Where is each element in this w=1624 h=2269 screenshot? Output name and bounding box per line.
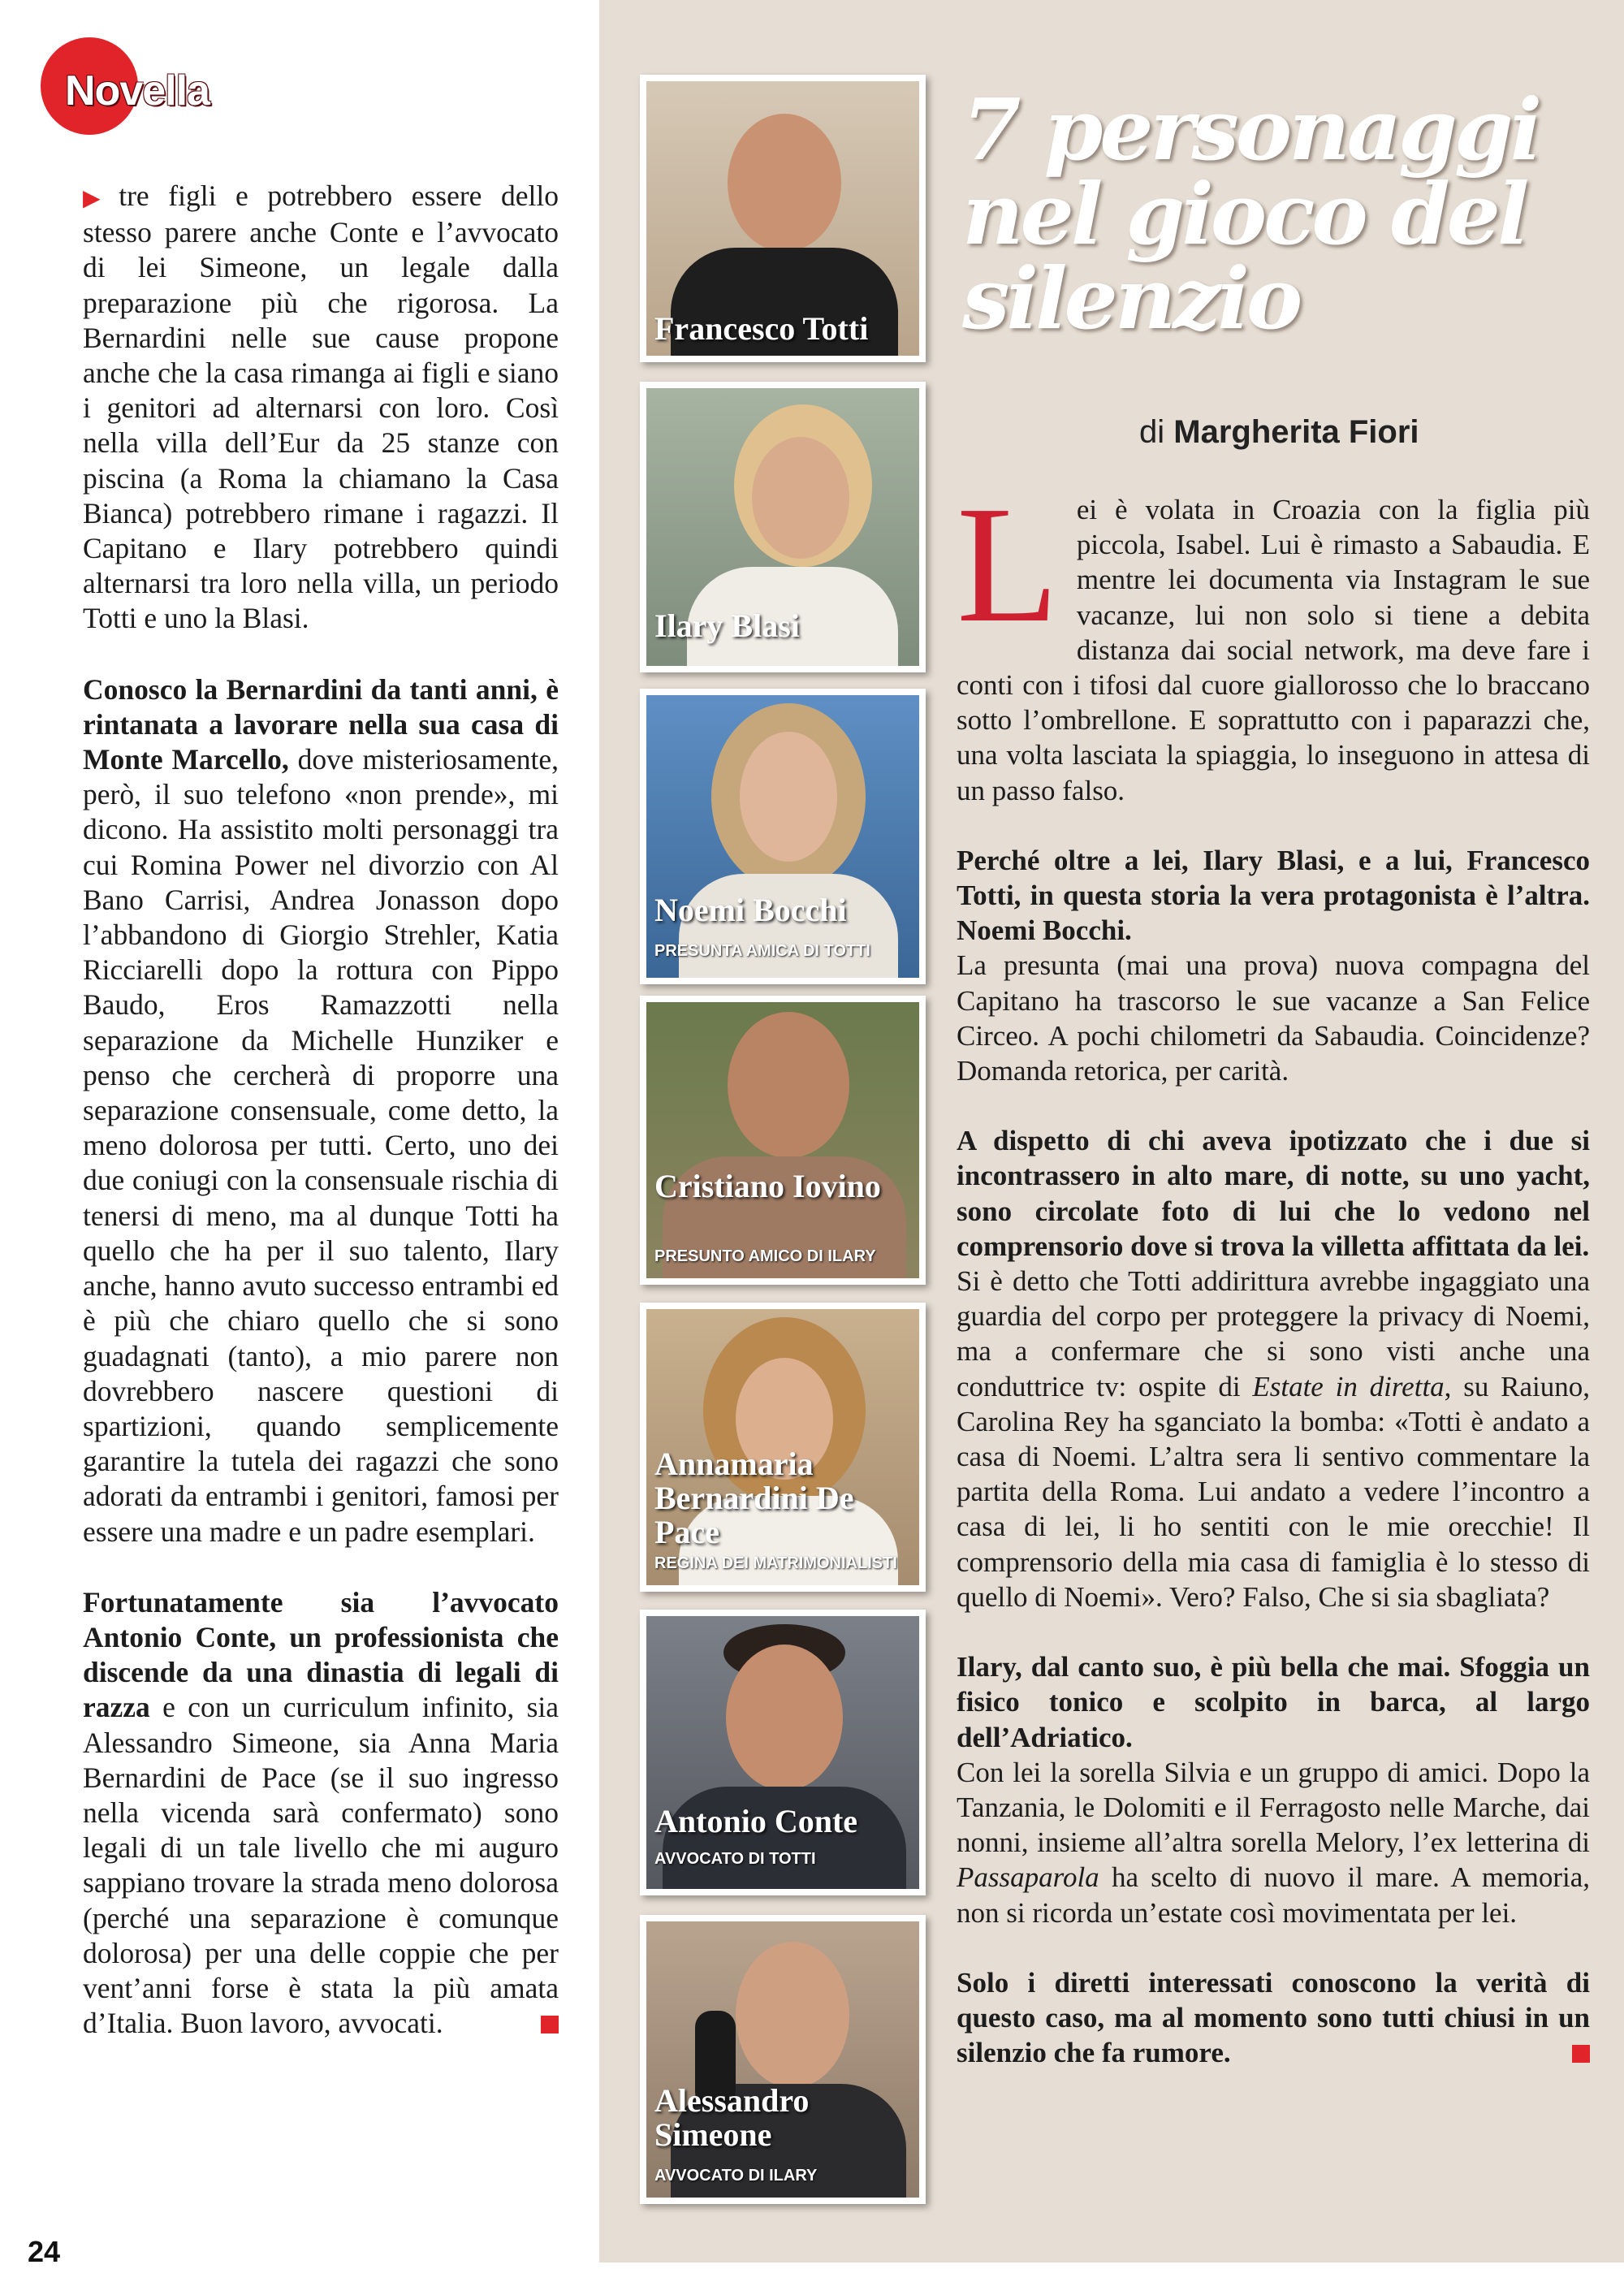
photo-role: AVVOCATO DI TOTTI: [654, 1850, 816, 1868]
page-number: 24: [28, 2235, 61, 2268]
photo-role: AVVOCATO DI ILARY: [654, 2167, 818, 2185]
photo-role: REGINA DEI MATRIMONIALISTI: [654, 1554, 897, 1572]
portrait-face: [740, 732, 837, 862]
portrait-face: [752, 437, 849, 559]
photo-card-annamaria-bernardini: [640, 1303, 926, 1592]
photo-name: Antonio Conte: [654, 1803, 858, 1839]
photo-role: PRESUNTO AMICO DI ILARY: [654, 1247, 876, 1265]
photo-name: Noemi Bocchi: [654, 892, 847, 928]
portrait-top: [679, 874, 898, 984]
drop-cap: L: [957, 471, 1059, 657]
portrait-face: [728, 114, 841, 252]
photo-name: Annamaria Bernardini De Pace: [654, 1446, 854, 1550]
byline: di Margherita Fiori: [1139, 414, 1419, 450]
right-paragraph-1: Lei è volata in Croazia con la figlia più piccola, Isabel. Lui è rimasto a Sabaudia. E mentre lei documenta via Instagram le sue vacanze, lui non solo si tiene a debita distanza dai social network, ma deve fare i conti con i tifosi dal cuore giallorosso che lo braccano sotto l’ombrellone. E soprattutto con i paparazzi che, una volta lasciata la spiaggia, lo inseguono in attesa di un passo falso.: [957, 471, 1590, 806]
right-paragraph-5: Solo i diretti interessati conoscono la verità di questo caso, ma al momento sono tutti chiusi in un silenzio che fa rumore.: [957, 1966, 1590, 2069]
left-paragraph-2: Conosco la Bernardini da tanti anni, è rintanata a lavorare nella sua casa di Monte Marcello, dove misteriosamente, però, il suo telefono «non prende», mi dicono. Ha assistito molti personaggi tra cui Romina Power nel divorzio con Al Bano Carrisi, Andrea Jonasson dopo l’abbandono di Giorgio Strehler, Katia Ricciarelli dopo la rottura con Pippo Baudo, Eros Ramazzotti nella separazione da Michelle Hunziker e penso che cercherà di proporre una separazione consensuale, come detto, la meno dolorosa per tutti. Certo, uno dei due coniugi con la consensuale rischia di tenersi di meno, ma al dunque Totti ha quello che ha per il suo talento, Ilary anche, hanno avuto successo entrambi ed è più che chiaro quello che si sono guadagnati (tanto), a mio parere non dovrebbero nascere questioni di spartizioni, quando semplicemente garantire la tutela dei ragazzi che sono adorati da entrambi i genitori, famosi per essere una madre e un padre esemplari.: [83, 672, 559, 1548]
photo-name: Cristiano Iovino: [654, 1168, 881, 1204]
right-paragraph-2: Perché oltre a lei, Ilary Blasi, e a lui, Francesco Totti, in questa storia la vera protagonista è l’altra. Noemi Bocchi. La presunta (mai una prova) nuova compagna del Capitano ha trascorso le sue vacanze a San Felice Circeo. A pochi chilometri da Sabaudia. Coincidenze? Domanda retorica, per carità.: [957, 844, 1590, 1087]
right-article-text: [957, 471, 1590, 2070]
photo-name: Alessandro Simeone: [654, 2082, 810, 2153]
right-paragraph-3: A dispetto di chi aveva ipotizzato che i due si incontrassero in alto mare, di notte, su uno yacht, sono circolate foto di lui che lo vedono nel comprensorio dove si trova la villetta affittata da lei. Si è detto che Totti addirittura avrebbe ingaggiato una guardia del corpo per proteggere la privacy di Noemi, ma a confermare che si sono visti anche una conduttrice tv: ospite di Estate in diretta, su Raiuno, Carolina Rey ha sganciato la bomba: «Totti è andato a casa di Noemi. L’altra sera li sentivo commentare la partita della Roma. Lui andato a vedere l’incontro a casa di lei, li ho sentiti con le mie orecchie! Il comprensorio della mia casa di famiglia è lo stesso di quello di Noemi». Vero? Falso, Che si sia sbagliata?: [957, 1125, 1590, 1613]
novella-logo: Novella: [65, 67, 209, 115]
left-column: [0, 0, 599, 2268]
end-square-icon: [541, 2016, 559, 2033]
photo-card-cristiano-iovino: [640, 996, 926, 1285]
right-paragraph-4: Ilary, dal canto suo, è più bella che mai. Sfoggia un fisico tonico e scolpito in barca, al largo dell’Adriatico. Con lei la sorella Silvia e un gruppo di amici. Dopo la Tanzania, le Dolomiti e il Ferragosto nelle Marche, dai nonni, insieme all’altra sorella Melory, l’ex letterina di Passaparola ha scelto di nuovo il mare. A memoria, non si ricorda un’estate così movimentata per lei.: [957, 1651, 1590, 1929]
triangle-arrow-icon: ▶: [83, 184, 113, 211]
photo-card-ilary-blasi: [640, 382, 926, 672]
left-paragraph-1: ▶ tre figli e potrebbero essere dello stesso parere anche Conte e l’avvocato di lei Simeone, un legale dalla preparazione più che rigorosa. La Bernardini nelle sue cause propone anche che la casa rimanga ai figli e siano i genitori ad alternarsi con loro. Così nella villa dell’Eur da 25 stanze con piscina (a Roma la chiamano la Casa Bianca) potrebbero rimane i ragazzi. Il Capitano e Ilary potrebbero quindi alternarsi tra loro nella villa, un periodo Totti e uno la Blasi.: [83, 179, 559, 635]
article-title: 7 personaggi nel gioco del silenzio: [962, 80, 1540, 348]
photo-card-noemi-bocchi: [640, 689, 926, 984]
photo-card-alessandro-simeone: [640, 1915, 926, 2204]
author-name: Margherita Fiori: [1173, 414, 1419, 450]
portrait-face: [728, 1012, 849, 1158]
photo-name: Ilary Blasi: [654, 607, 800, 644]
photo-card-francesco-totti: [640, 75, 926, 362]
left-article-text: [83, 179, 559, 2077]
portrait-face: [736, 1942, 849, 2088]
photo-card-antonio-conte: [640, 1610, 926, 1895]
end-square-icon: [1572, 2045, 1590, 2063]
photo-role: PRESUNTA AMICA DI TOTTI: [654, 942, 870, 960]
photo-name: Francesco Totti: [654, 310, 869, 347]
left-paragraph-3: Fortunatamente sia l’avvocato Antonio Conte, un professionista che discende da una dinastia di legali di razza e con un curriculum infinito, sia Alessandro Simeone, sia Anna Maria Bernardini de Pace (se il suo ingresso nella vicenda sarà confermato) sono legali di un tale livello che mi auguro sappiano trovare la strada meno dolorosa (perché una separazione è comunque dolorosa) per una delle coppie che per vent’anni forse è stata la più amata d’Italia. Buon lavoro, avvocati.: [83, 1585, 559, 2040]
portrait-face: [726, 1644, 843, 1791]
